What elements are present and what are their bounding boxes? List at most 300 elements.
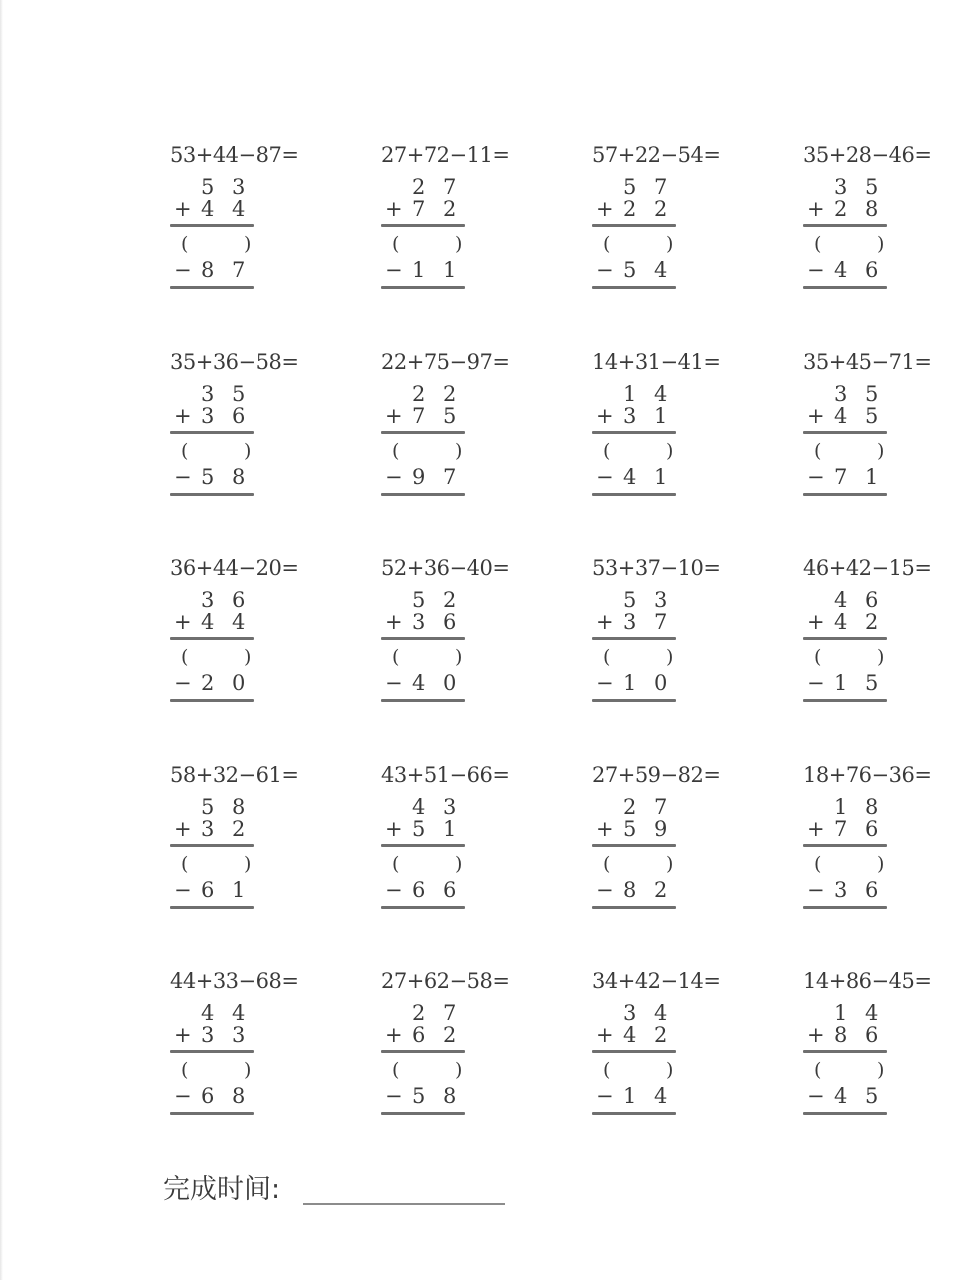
minus-sign: − (807, 671, 825, 695)
sum-rule-line (381, 1050, 465, 1053)
sum-rule-line (381, 431, 465, 434)
plus-sign: + (807, 404, 825, 428)
second-addend-row (381, 1023, 471, 1047)
subtrahend-row (803, 671, 893, 695)
subtrahend-row (381, 671, 471, 695)
first-addend-row (803, 1001, 893, 1025)
first-addend-row (803, 795, 893, 819)
equation-text: 35+45−71= (803, 350, 932, 374)
second-addend-row (803, 1023, 893, 1047)
equation-text: 18+76−36= (803, 763, 932, 787)
plus-sign: + (596, 1023, 614, 1047)
digit-tens: 1 (623, 382, 637, 406)
digit-ones: 3 (443, 795, 457, 819)
digit-ones: 4 (654, 1001, 668, 1025)
paren-open: ( (603, 233, 611, 255)
digit-tens: 3 (834, 878, 848, 902)
equation-text: 52+36−40= (381, 556, 510, 580)
digit-tens: 3 (834, 175, 848, 199)
equation-text: 27+59−82= (592, 763, 721, 787)
paren-close: ) (666, 853, 674, 875)
first-addend-row (803, 175, 893, 199)
digit-tens: 4 (412, 795, 426, 819)
equation-text: 53+44−87= (170, 143, 299, 167)
first-addend-row (592, 1001, 682, 1025)
answer-blank-row[interactable] (170, 439, 260, 463)
page-edge-shadow (0, 0, 3, 1280)
paren-close: ) (877, 646, 885, 668)
difference-rule-line (803, 1112, 887, 1115)
minus-sign: − (174, 258, 192, 282)
digit-tens: 4 (201, 197, 215, 221)
vertical-calc-problem (170, 555, 330, 715)
vertical-calc-problem (381, 349, 541, 509)
completion-time-blank[interactable] (303, 1203, 505, 1205)
sum-rule-line (592, 1050, 676, 1053)
digit-ones: 5 (443, 404, 457, 428)
minus-sign: − (596, 671, 614, 695)
paren-close: ) (244, 853, 252, 875)
equation-text: 35+28−46= (803, 143, 932, 167)
vertical-calc-problem (381, 968, 541, 1128)
digit-ones: 4 (654, 258, 668, 282)
minus-sign: − (385, 878, 403, 902)
subtrahend-row (592, 878, 682, 902)
digit-tens: 3 (834, 382, 848, 406)
digit-ones: 5 (865, 404, 879, 428)
difference-rule-line (592, 493, 676, 496)
digit-tens: 2 (412, 1001, 426, 1025)
answer-blank-row[interactable] (592, 439, 682, 463)
digit-ones: 6 (232, 404, 246, 428)
paren-open: ( (392, 1059, 400, 1081)
subtrahend-row (170, 1084, 260, 1108)
answer-blank-row[interactable] (381, 439, 471, 463)
digit-ones: 8 (865, 795, 879, 819)
paren-close: ) (244, 233, 252, 255)
digit-ones: 0 (654, 671, 668, 695)
digit-tens: 5 (201, 465, 215, 489)
plus-sign: + (385, 610, 403, 634)
plus-sign: + (174, 610, 192, 634)
digit-ones: 8 (443, 1084, 457, 1108)
plus-sign: + (596, 404, 614, 428)
sum-rule-line (381, 224, 465, 227)
paren-close: ) (877, 233, 885, 255)
digit-ones: 2 (443, 197, 457, 221)
digit-ones: 4 (654, 1084, 668, 1108)
equation-text: 35+36−58= (170, 350, 299, 374)
second-addend-row (592, 1023, 682, 1047)
digit-tens: 7 (834, 817, 848, 841)
answer-blank-row[interactable] (381, 232, 471, 256)
plus-sign: + (174, 197, 192, 221)
digit-tens: 4 (834, 258, 848, 282)
plus-sign: + (596, 197, 614, 221)
digit-ones: 4 (654, 382, 668, 406)
digit-tens: 5 (412, 588, 426, 612)
plus-sign: + (807, 817, 825, 841)
paren-close: ) (244, 646, 252, 668)
digit-ones: 6 (865, 258, 879, 282)
answer-blank-row[interactable] (170, 645, 260, 669)
digit-tens: 3 (201, 817, 215, 841)
difference-rule-line (803, 493, 887, 496)
digit-ones: 3 (232, 1023, 246, 1047)
paren-open: ( (392, 233, 400, 255)
minus-sign: − (596, 258, 614, 282)
second-addend-row (170, 817, 260, 841)
difference-rule-line (803, 286, 887, 289)
digit-ones: 5 (865, 1084, 879, 1108)
sum-rule-line (592, 637, 676, 640)
paren-open: ( (392, 646, 400, 668)
sum-rule-line (803, 844, 887, 847)
plus-sign: + (807, 610, 825, 634)
minus-sign: − (596, 465, 614, 489)
second-addend-row (592, 817, 682, 841)
vertical-calc-problem (381, 762, 541, 922)
equation-text: 58+32−61= (170, 763, 299, 787)
vertical-calc-problem (803, 762, 963, 922)
minus-sign: − (807, 878, 825, 902)
digit-ones: 2 (654, 1023, 668, 1047)
equation-text: 53+37−10= (592, 556, 721, 580)
digit-tens: 8 (623, 878, 637, 902)
second-addend-row (803, 610, 893, 634)
subtrahend-row (381, 258, 471, 282)
first-addend-row (592, 382, 682, 406)
digit-ones: 0 (232, 671, 246, 695)
difference-rule-line (170, 1112, 254, 1115)
difference-rule-line (170, 699, 254, 702)
digit-tens: 4 (834, 610, 848, 634)
digit-tens: 5 (623, 588, 637, 612)
paren-close: ) (244, 440, 252, 462)
subtrahend-row (381, 1084, 471, 1108)
paren-close: ) (877, 1059, 885, 1081)
digit-ones: 5 (865, 671, 879, 695)
digit-ones: 2 (443, 382, 457, 406)
equation-text: 57+22−54= (592, 143, 721, 167)
subtrahend-row (803, 258, 893, 282)
second-addend-row (803, 817, 893, 841)
minus-sign: − (596, 878, 614, 902)
sum-rule-line (803, 1050, 887, 1053)
vertical-calc-problem (592, 968, 752, 1128)
digit-ones: 1 (654, 465, 668, 489)
vertical-calc-problem (170, 968, 330, 1128)
digit-ones: 7 (654, 175, 668, 199)
first-addend-row (803, 382, 893, 406)
subtrahend-row (170, 671, 260, 695)
digit-ones: 6 (443, 878, 457, 902)
digit-tens: 5 (201, 175, 215, 199)
digit-tens: 7 (412, 404, 426, 428)
digit-ones: 2 (865, 610, 879, 634)
digit-ones: 1 (232, 878, 246, 902)
minus-sign: − (174, 671, 192, 695)
minus-sign: − (385, 258, 403, 282)
second-addend-row (381, 197, 471, 221)
paren-close: ) (666, 646, 674, 668)
digit-ones: 8 (232, 465, 246, 489)
subtrahend-row (592, 465, 682, 489)
digit-tens: 3 (201, 382, 215, 406)
digit-tens: 8 (834, 1023, 848, 1047)
second-addend-row (803, 197, 893, 221)
sum-rule-line (170, 431, 254, 434)
digit-ones: 6 (865, 817, 879, 841)
subtrahend-row (803, 878, 893, 902)
minus-sign: − (385, 671, 403, 695)
vertical-calc-problem (803, 142, 963, 302)
digit-tens: 5 (412, 817, 426, 841)
answer-blank-row[interactable] (803, 232, 893, 256)
difference-rule-line (803, 699, 887, 702)
answer-blank-row[interactable] (170, 232, 260, 256)
digit-ones: 7 (443, 465, 457, 489)
minus-sign: − (807, 258, 825, 282)
paren-open: ( (603, 1059, 611, 1081)
digit-ones: 8 (232, 1084, 246, 1108)
second-addend-row (170, 1023, 260, 1047)
paren-close: ) (666, 233, 674, 255)
digit-tens: 2 (412, 175, 426, 199)
second-addend-row (803, 404, 893, 428)
answer-blank-row[interactable] (170, 1058, 260, 1082)
digit-ones: 3 (232, 175, 246, 199)
digit-ones: 1 (654, 404, 668, 428)
equation-text: 43+51−66= (381, 763, 510, 787)
paren-close: ) (455, 233, 463, 255)
paren-close: ) (455, 646, 463, 668)
difference-rule-line (170, 906, 254, 909)
paren-open: ( (603, 440, 611, 462)
paren-open: ( (814, 853, 822, 875)
difference-rule-line (381, 493, 465, 496)
digit-tens: 5 (623, 175, 637, 199)
digit-tens: 2 (834, 197, 848, 221)
paren-open: ( (181, 853, 189, 875)
sum-rule-line (170, 224, 254, 227)
digit-tens: 5 (412, 1084, 426, 1108)
second-addend-row (592, 610, 682, 634)
digit-tens: 3 (201, 1023, 215, 1047)
digit-tens: 4 (201, 1001, 215, 1025)
digit-tens: 6 (412, 1023, 426, 1047)
paren-close: ) (877, 853, 885, 875)
paren-close: ) (455, 440, 463, 462)
digit-tens: 3 (623, 610, 637, 634)
paren-open: ( (603, 853, 611, 875)
vertical-calc-problem (170, 762, 330, 922)
paren-open: ( (814, 1059, 822, 1081)
difference-rule-line (381, 699, 465, 702)
answer-blank-row[interactable] (803, 645, 893, 669)
digit-ones: 2 (443, 588, 457, 612)
digit-ones: 3 (654, 588, 668, 612)
paren-open: ( (181, 440, 189, 462)
first-addend-row (170, 1001, 260, 1025)
digit-tens: 1 (834, 795, 848, 819)
digit-ones: 6 (865, 878, 879, 902)
digit-ones: 1 (443, 258, 457, 282)
second-addend-row (381, 817, 471, 841)
difference-rule-line (803, 906, 887, 909)
answer-blank-row[interactable] (803, 1058, 893, 1082)
minus-sign: − (385, 1084, 403, 1108)
digit-tens: 9 (412, 465, 426, 489)
digit-ones: 6 (865, 1023, 879, 1047)
digit-tens: 7 (834, 465, 848, 489)
plus-sign: + (807, 197, 825, 221)
digit-tens: 3 (201, 588, 215, 612)
vertical-calc-problem (170, 349, 330, 509)
second-addend-row (592, 197, 682, 221)
digit-ones: 2 (654, 878, 668, 902)
vertical-calc-problem (803, 555, 963, 715)
subtrahend-row (170, 258, 260, 282)
digit-tens: 3 (623, 404, 637, 428)
plus-sign: + (385, 404, 403, 428)
minus-sign: − (174, 1084, 192, 1108)
first-addend-row (381, 1001, 471, 1025)
answer-blank-row[interactable] (592, 232, 682, 256)
difference-rule-line (170, 493, 254, 496)
digit-tens: 8 (201, 258, 215, 282)
digit-tens: 1 (834, 1001, 848, 1025)
paren-open: ( (392, 853, 400, 875)
minus-sign: − (807, 465, 825, 489)
second-addend-row (592, 404, 682, 428)
answer-blank-row[interactable] (381, 1058, 471, 1082)
digit-tens: 6 (201, 878, 215, 902)
vertical-calc-problem (592, 555, 752, 715)
difference-rule-line (381, 906, 465, 909)
equation-text: 46+42−15= (803, 556, 932, 580)
sum-rule-line (170, 1050, 254, 1053)
sum-rule-line (803, 224, 887, 227)
digit-ones: 5 (865, 175, 879, 199)
answer-blank-row[interactable] (803, 439, 893, 463)
plus-sign: + (596, 610, 614, 634)
paren-open: ( (603, 646, 611, 668)
minus-sign: − (596, 1084, 614, 1108)
paren-open: ( (181, 646, 189, 668)
first-addend-row (170, 175, 260, 199)
digit-tens: 3 (623, 1001, 637, 1025)
digit-tens: 4 (623, 1023, 637, 1047)
digit-ones: 2 (232, 817, 246, 841)
digit-tens: 6 (412, 878, 426, 902)
digit-ones: 7 (232, 258, 246, 282)
equation-text: 44+33−68= (170, 969, 299, 993)
digit-tens: 7 (412, 197, 426, 221)
paren-close: ) (455, 853, 463, 875)
equation-text: 34+42−14= (592, 969, 721, 993)
difference-rule-line (592, 286, 676, 289)
digit-ones: 4 (232, 1001, 246, 1025)
vertical-calc-problem (592, 349, 752, 509)
vertical-calc-problem (803, 968, 963, 1128)
first-addend-row (592, 588, 682, 612)
plus-sign: + (174, 1023, 192, 1047)
plus-sign: + (174, 817, 192, 841)
subtrahend-row (170, 878, 260, 902)
digit-tens: 1 (412, 258, 426, 282)
paren-close: ) (666, 440, 674, 462)
sum-rule-line (592, 431, 676, 434)
digit-ones: 6 (443, 610, 457, 634)
plus-sign: + (385, 1023, 403, 1047)
minus-sign: − (174, 465, 192, 489)
answer-blank-row[interactable] (381, 645, 471, 669)
sum-rule-line (170, 844, 254, 847)
sum-rule-line (592, 224, 676, 227)
difference-rule-line (381, 1112, 465, 1115)
digit-ones: 1 (865, 465, 879, 489)
answer-blank-row[interactable] (170, 852, 260, 876)
subtrahend-row (803, 1084, 893, 1108)
digit-ones: 6 (232, 588, 246, 612)
first-addend-row (170, 795, 260, 819)
subtrahend-row (803, 465, 893, 489)
digit-tens: 5 (623, 817, 637, 841)
sum-rule-line (170, 637, 254, 640)
first-addend-row (381, 795, 471, 819)
digit-tens: 3 (412, 610, 426, 634)
first-addend-row (381, 588, 471, 612)
difference-rule-line (592, 1112, 676, 1115)
answer-blank-row[interactable] (381, 852, 471, 876)
first-addend-row (592, 795, 682, 819)
paren-close: ) (244, 1059, 252, 1081)
answer-blank-row[interactable] (592, 852, 682, 876)
digit-tens: 4 (834, 1084, 848, 1108)
digit-ones: 9 (654, 817, 668, 841)
plus-sign: + (174, 404, 192, 428)
answer-blank-row[interactable] (592, 1058, 682, 1082)
digit-tens: 1 (834, 671, 848, 695)
paren-open: ( (181, 1059, 189, 1081)
digit-ones: 6 (865, 588, 879, 612)
digit-tens: 4 (834, 404, 848, 428)
vertical-calc-problem (592, 142, 752, 302)
second-addend-row (170, 610, 260, 634)
paren-open: ( (814, 440, 822, 462)
answer-blank-row[interactable] (803, 852, 893, 876)
digit-ones: 7 (654, 795, 668, 819)
answer-blank-row[interactable] (592, 645, 682, 669)
sum-rule-line (803, 637, 887, 640)
digit-ones: 5 (865, 382, 879, 406)
second-addend-row (170, 197, 260, 221)
plus-sign: + (807, 1023, 825, 1047)
second-addend-row (381, 404, 471, 428)
minus-sign: − (385, 465, 403, 489)
subtrahend-row (592, 671, 682, 695)
first-addend-row (381, 175, 471, 199)
first-addend-row (170, 588, 260, 612)
plus-sign: + (385, 817, 403, 841)
first-addend-row (592, 175, 682, 199)
vertical-calc-problem (170, 142, 330, 302)
digit-tens: 3 (201, 404, 215, 428)
digit-tens: 4 (834, 588, 848, 612)
second-addend-row (170, 404, 260, 428)
digit-ones: 2 (654, 197, 668, 221)
